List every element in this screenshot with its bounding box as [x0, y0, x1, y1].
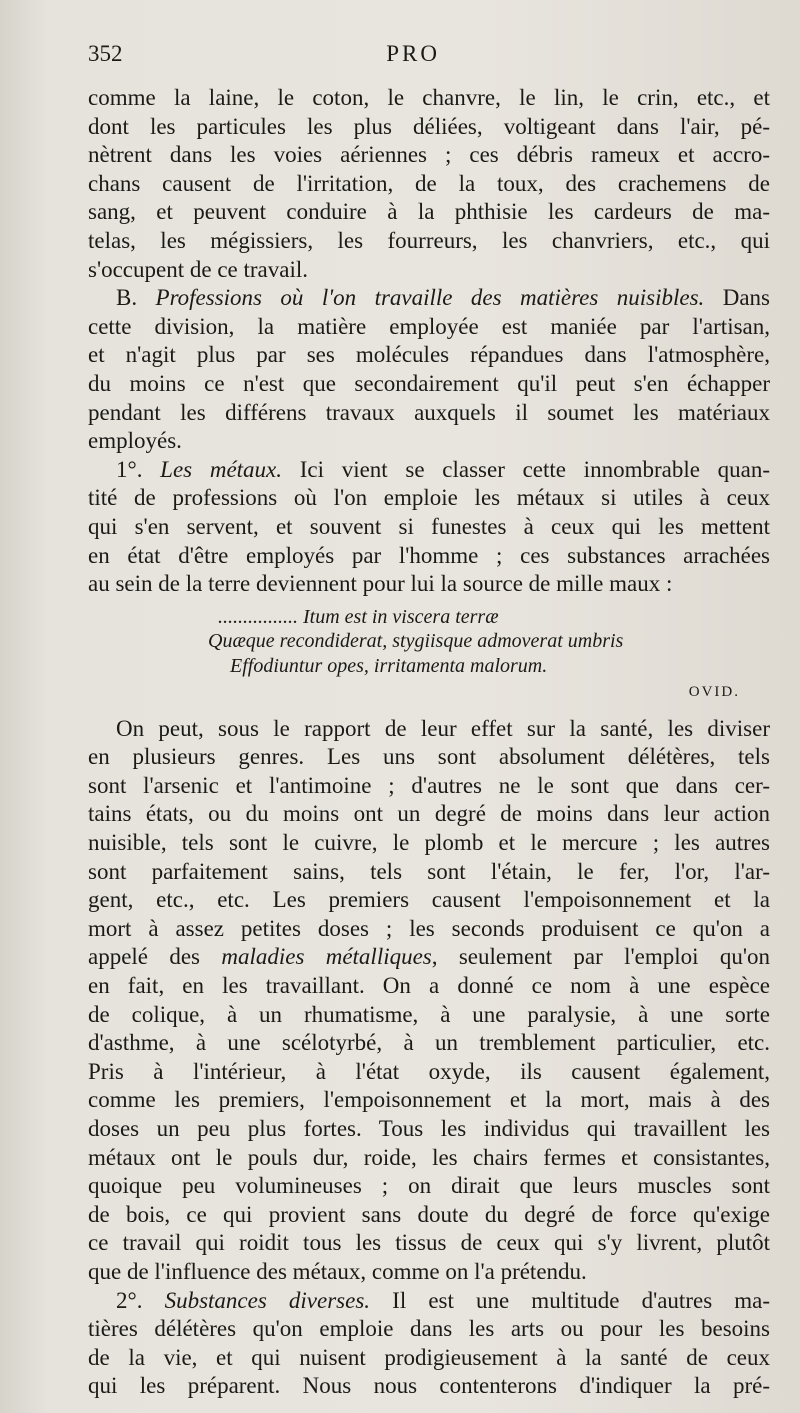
page-text: [88, 40, 770, 1401]
text-line: comme les premiers, l'empoisonnement et la mort, mais à des: [88, 1087, 770, 1113]
text-line: comme la laine, le coton, le chanvre, le lin, le crin, etc., et: [88, 85, 770, 110]
text-line: en fait, en les travaillant. On a donné ce nom à une espèce: [88, 973, 770, 999]
text-line: tains états, ou du moins ont un degré de moins dans leur action: [88, 801, 770, 827]
text-line: et n'agit plus par ses molécules répandues dans l'atmosphère,: [88, 342, 770, 368]
text-line: [88, 943, 770, 972]
section-heading-line: [88, 284, 770, 313]
text-line: quoique peu volumineuses ; on dirait que leurs muscles sont: [88, 1173, 770, 1199]
section-title: Substances diverses.: [164, 1287, 371, 1313]
text-line: tité de professions où l'on emploie les métaux si utiles à ceux: [88, 485, 770, 511]
text-line: s'occupent de ce travail.: [88, 256, 308, 282]
quote-line: ................ Itum est in viscera terræ: [218, 605, 499, 628]
paragraph-fibres: [88, 84, 770, 284]
text-fragment: , seulement par l'emploi qu'on: [431, 944, 770, 970]
text-line: doses un peu plus fortes. Tous les individus qui travaillent les: [88, 1116, 770, 1141]
quote-line: Effodiuntur opes, irritamenta malorum.: [230, 654, 548, 677]
text-line: sont l'arsenic et l'antimoine ; d'autres ne le sont que dans cer-: [88, 772, 770, 798]
text-line: On peut, sous le rapport de leur effet sur la santé, les diviser: [116, 715, 770, 741]
section-heading-line: [88, 456, 770, 485]
paragraph-section-b: [88, 284, 770, 456]
section-label: B.: [116, 285, 138, 311]
section-title: Les métaux.: [160, 456, 283, 482]
text-line: gent, etc., etc. Les premiers causent l'empoisonnement et la: [88, 887, 770, 913]
text-line: qui les préparent. Nous nous contenterons d'indiquer la pré-: [88, 1373, 770, 1399]
quote-author: OVID.: [688, 684, 740, 701]
text-line: mort à assez petites doses ; les seconds produisent ce qu'on a: [88, 915, 770, 941]
page-number: 352: [88, 41, 123, 66]
text-line: au sein de la terre deviennent pour lui la source de mille maux :: [88, 571, 673, 597]
paragraph-section-1: [88, 456, 770, 599]
text-fragment: Il est une multitude d'autres ma-: [392, 1287, 771, 1313]
text-line: cette division, la matière employée est maniée par l'artisan,: [88, 313, 770, 339]
text-line: pendant les différens travaux auxquels il soumet les matériaux: [88, 399, 770, 425]
text-line: de la vie, et qui nuisent prodigieusement à la santé de ceux: [88, 1344, 770, 1370]
text-line: en plusieurs genres. Les uns sont absolument délétères, tels: [88, 744, 770, 770]
text-line: dont les particules les plus déliées, voltigeant dans l'air, pé-: [88, 113, 770, 139]
text-line: employés.: [88, 428, 182, 454]
text-line: en état d'être employés par l'homme ; ces substances arrachées: [88, 542, 770, 568]
section-title: Professions où l'on travaille des matières nuisibles.: [155, 285, 705, 311]
page-header: [88, 40, 770, 84]
text-line: telas, les mégissiers, les fourreurs, les chanvriers, etc., qui: [88, 227, 770, 253]
paragraph-section-2: [88, 1287, 770, 1401]
text-line: de colique, à un rhumatisme, à une paralysie, à une sorte: [88, 1001, 770, 1027]
section-heading-line: [88, 1287, 770, 1316]
text-line: sang, et peuvent conduire à la phthisie les cardeurs de ma-: [88, 199, 770, 225]
quote-line: Quæque recondiderat, stygiisque admoverat umbris: [208, 630, 624, 653]
text-line: ce travail qui roidit tous les tissus de ceux qui s'y livrent, plutôt: [88, 1230, 770, 1256]
text-line: du moins ce n'est que secondairement qu'il peut s'en échapper: [88, 370, 770, 396]
latin-quotation: [88, 605, 770, 705]
text-line: sont parfaitement sains, tels sont l'étain, le fer, l'or, l'ar-: [88, 858, 770, 884]
text-line: métaux ont le pouls dur, roide, les chairs fermes et consistantes,: [88, 1144, 770, 1170]
section-label: 2°.: [116, 1287, 143, 1313]
running-title: PRO: [386, 41, 440, 66]
text-line: tières délétères qu'on emploie dans les arts ou pour les besoins: [88, 1316, 770, 1342]
section-label: 1°.: [116, 456, 143, 482]
text-fragment: Dans: [722, 285, 770, 311]
text-line: de bois, ce qui provient sans doute du degré de force qu'exige: [88, 1201, 770, 1227]
text-line: chans causent de l'irritation, de la toux, des crachemens de: [88, 170, 770, 196]
text-line: que de l'influence des métaux, comme on l'a prétendu.: [88, 1258, 587, 1284]
text-line: d'asthme, à une scélotyrbé, à un tremblement particulier, etc.: [88, 1030, 770, 1056]
text-line: nuisible, tels sont le cuivre, le plomb et le mercure ; les autres: [88, 830, 770, 856]
text-fragment: appelé des: [88, 944, 201, 970]
emphasis: maladies métalliques: [221, 944, 432, 970]
text-line: Pris à l'intérieur, à l'état oxyde, ils causent également,: [88, 1058, 770, 1084]
text-fragment: Ici vient se classer cette innombrable quan-: [299, 456, 771, 482]
text-line: qui s'en servent, et souvent si funestes à ceux qui les mettent: [88, 513, 770, 539]
text-line: nètrent dans les voies aériennes ; ces débris rameux et accro-: [88, 142, 770, 168]
paragraph-effects: [88, 715, 770, 1287]
